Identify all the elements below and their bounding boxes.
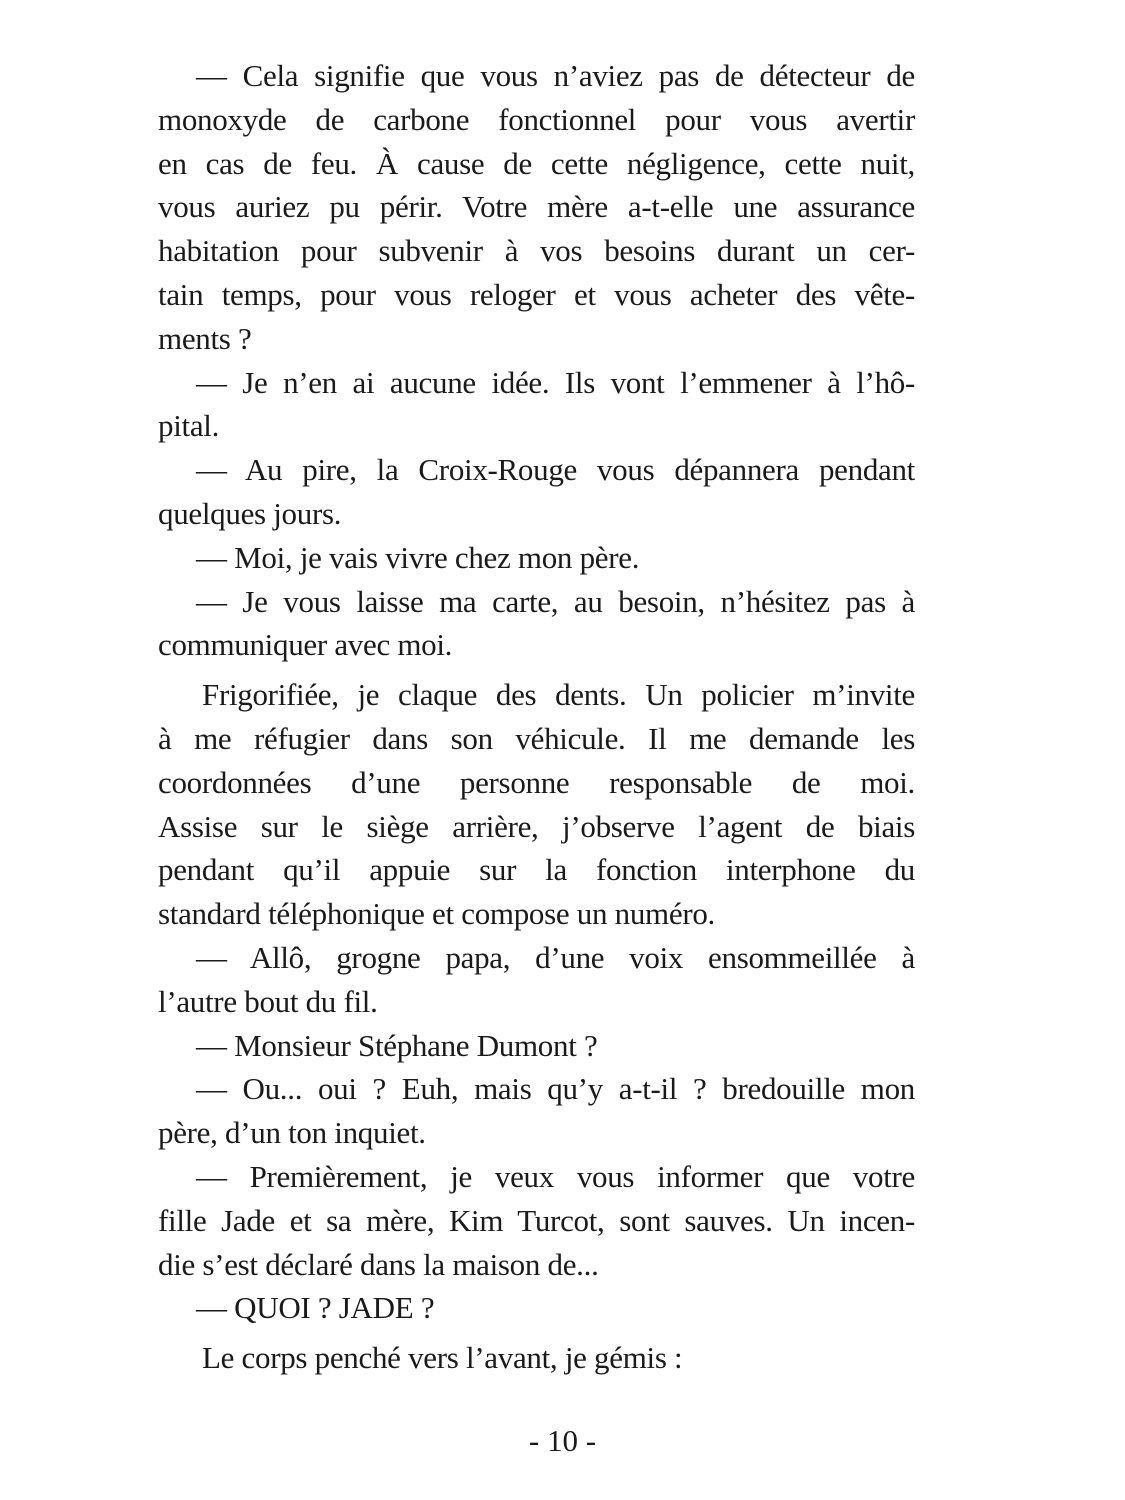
text-line: — QUOI ? JADE ? bbox=[196, 1290, 435, 1326]
text-line: — Au pire, la Croix-Rouge vous dépannera pendant bbox=[196, 452, 915, 488]
text-line: — Moi, je vais vivre chez mon père. bbox=[196, 539, 640, 575]
text-line: — Cela signifie que vous n’aviez pas de détecteur de bbox=[196, 58, 915, 93]
text-line: tain temps, pour vous reloger et vous acheter des vête- bbox=[158, 276, 915, 312]
text-line: coordonnées d’une personne responsable de moi. bbox=[158, 764, 915, 800]
text-line: habitation pour subvenir à vos besoins durant un cer- bbox=[158, 233, 915, 269]
text-line: Le corps penché vers l’avant, je gémis : bbox=[202, 1340, 683, 1376]
page-body bbox=[158, 54, 915, 1380]
text-line: — Je vous laisse ma carte, au besoin, n’hésitez pas à bbox=[196, 583, 915, 619]
text-line: — Monsieur Stéphane Dumont ? bbox=[196, 1027, 598, 1063]
text-line: à me réfugier dans son véhicule. Il me demande les bbox=[158, 720, 915, 756]
text-line: vous auriez pu périr. Votre mère a-t-elle une assurance bbox=[158, 189, 915, 225]
text-line: l’autre bout du fil. bbox=[158, 983, 378, 1019]
text-line: pital. bbox=[158, 408, 220, 444]
text-line: père, d’un ton inquiet. bbox=[158, 1115, 426, 1151]
text-line: communiquer avec moi. bbox=[158, 627, 453, 663]
text-line: quelques jours. bbox=[158, 495, 342, 531]
text-line: — Je n’en ai aucune idée. Ils vont l’emmener à l’hô- bbox=[196, 364, 915, 400]
text-line: pendant qu’il appuie sur la fonction interphone du bbox=[158, 852, 915, 888]
text-line: en cas de feu. À cause de cette négligence, cette nuit, bbox=[158, 145, 915, 181]
text-line: fille Jade et sa mère, Kim Turcot, sont sauves. Un incen- bbox=[158, 1202, 915, 1238]
text-line: standard téléphonique et compose un numéro. bbox=[158, 896, 715, 932]
text-line: — Allô, grogne papa, d’une voix ensommeillée à bbox=[196, 939, 915, 975]
text-line: monoxyde de carbone fonctionnel pour vous avertir bbox=[158, 101, 915, 137]
text-line: Frigorifiée, je claque des dents. Un policier m’invite bbox=[202, 677, 915, 713]
text-line: Assise sur le siège arrière, j’observe l’agent de biais bbox=[158, 808, 915, 844]
text-line: — Premièrement, je veux vous informer que votre bbox=[196, 1158, 915, 1194]
page-number: - 10 - bbox=[528, 1423, 597, 1458]
text-line: — Ou... oui ? Euh, mais qu’y a-t-il ? bredouille mon bbox=[196, 1071, 915, 1107]
text-line: die s’est déclaré dans la maison de... bbox=[158, 1246, 599, 1282]
text-line: ments ? bbox=[158, 320, 252, 356]
